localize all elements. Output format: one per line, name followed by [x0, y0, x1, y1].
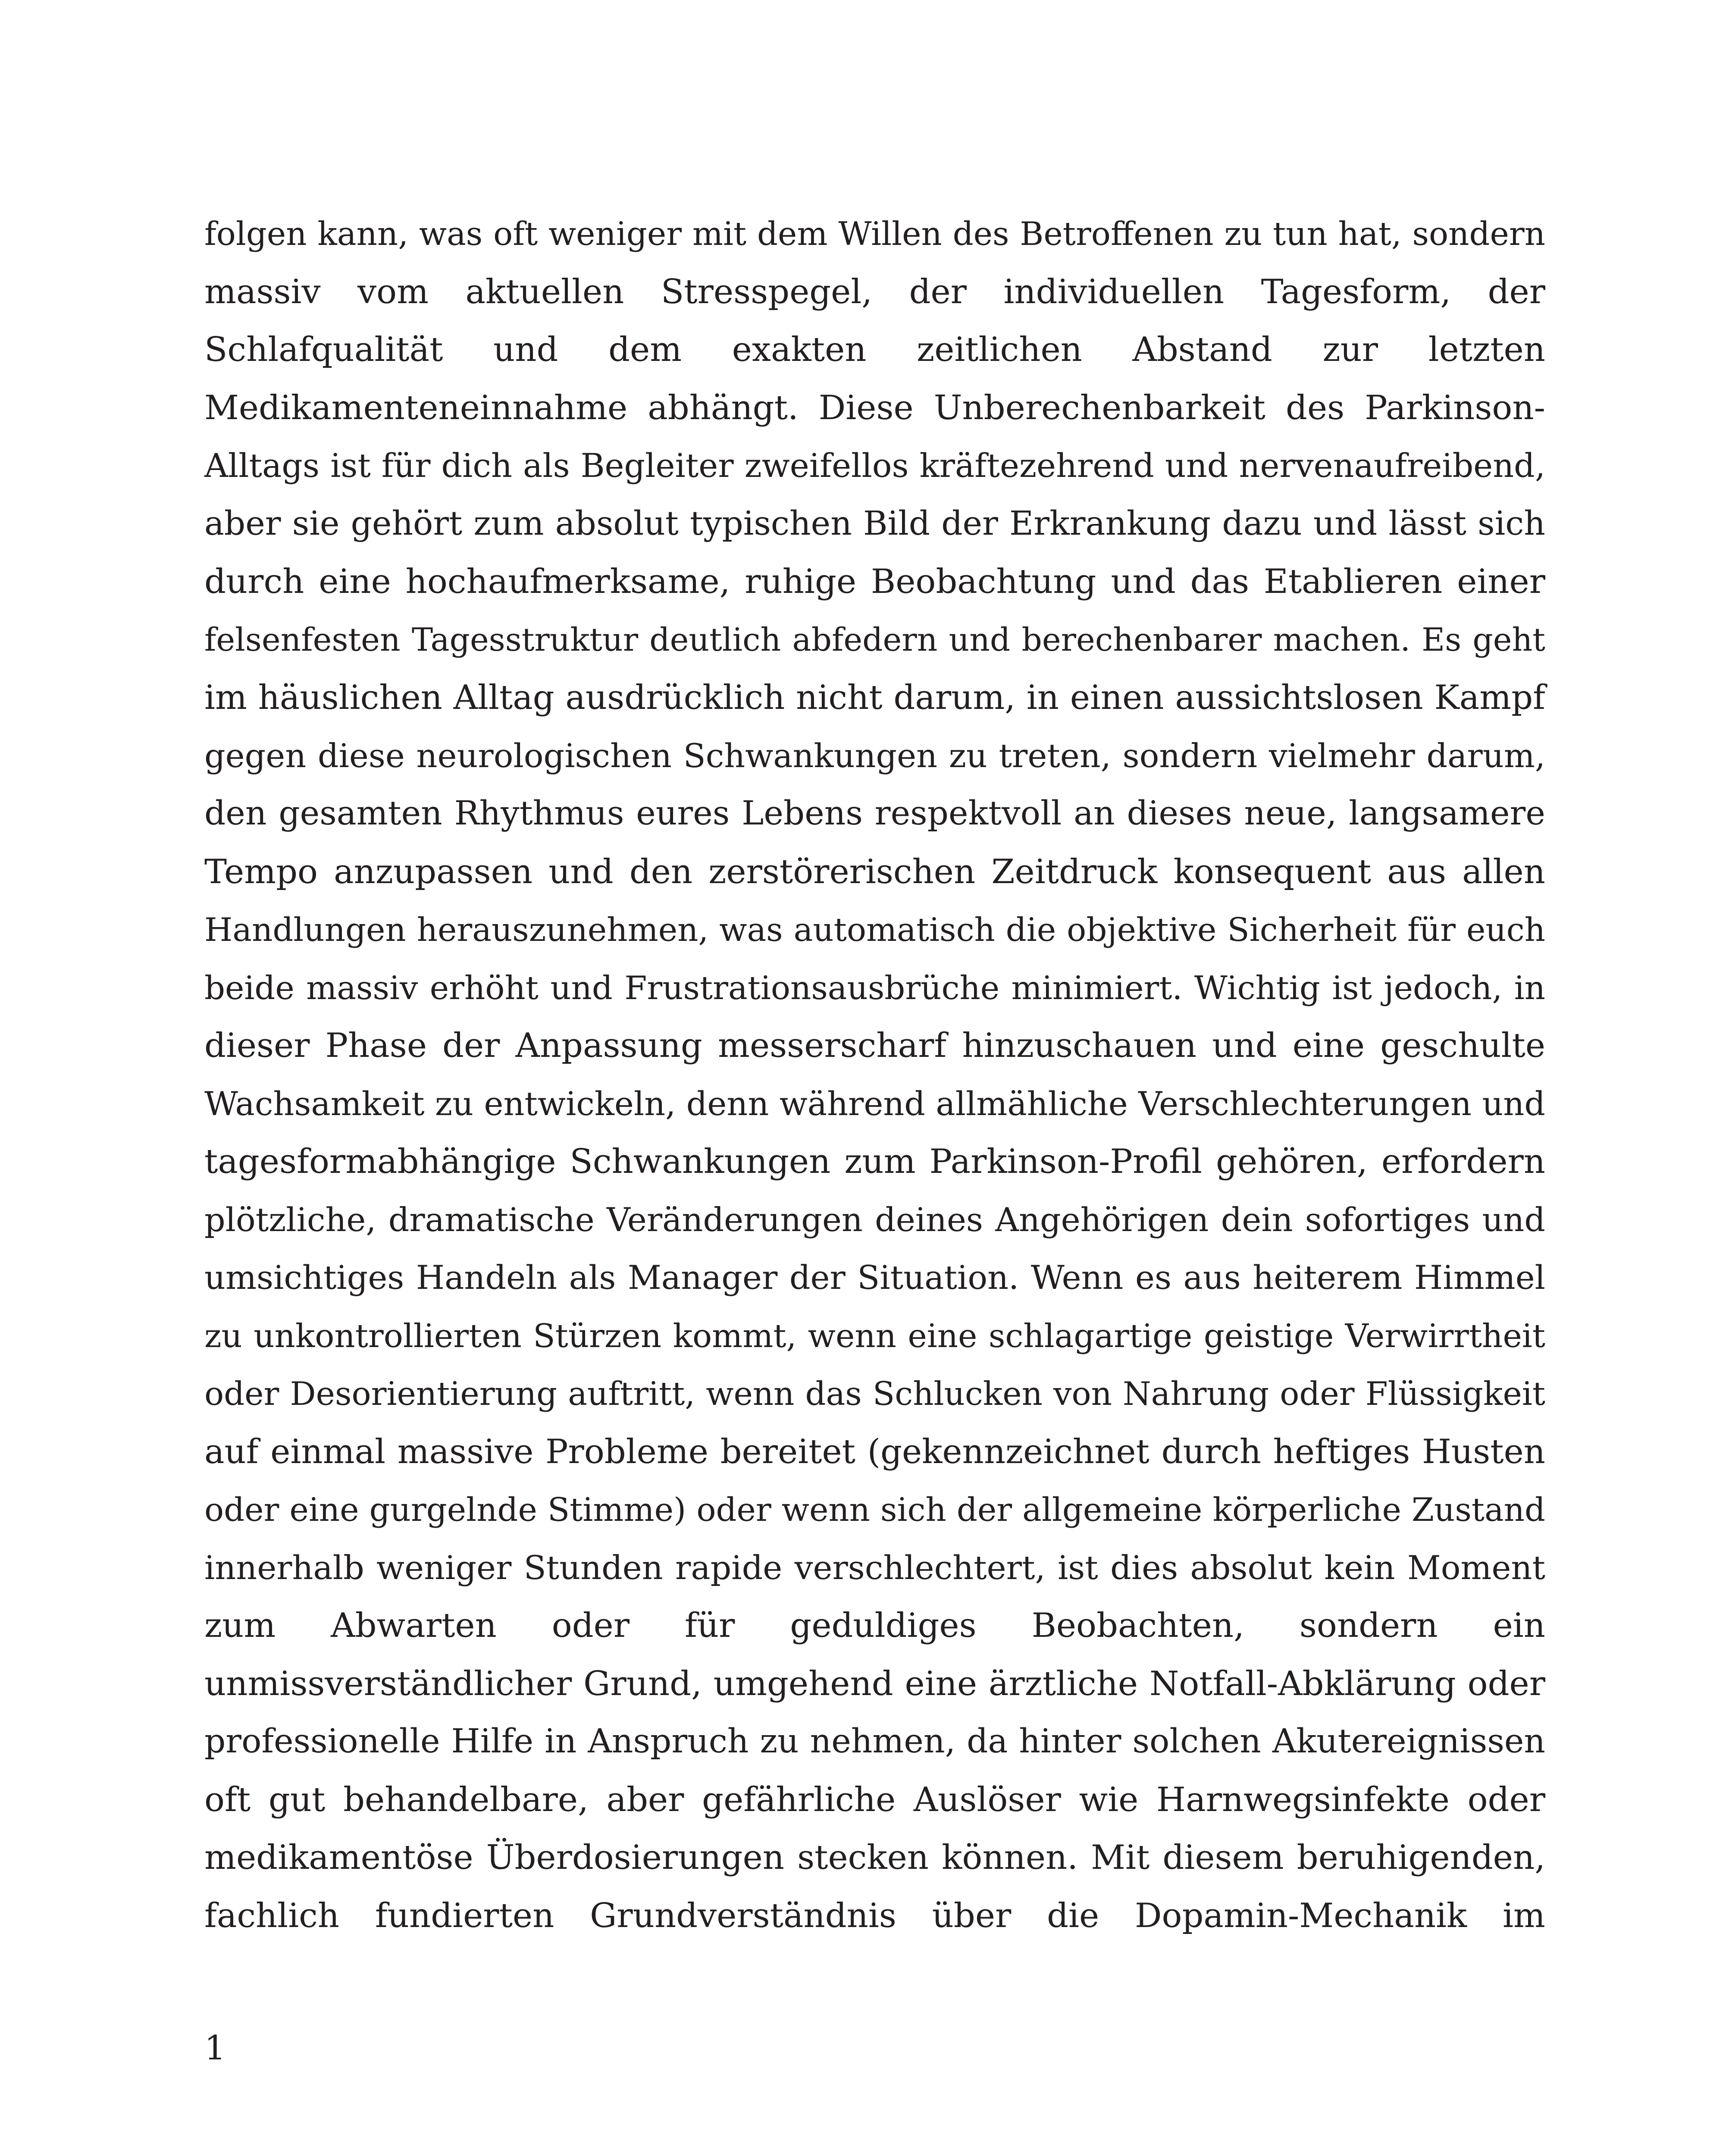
text-line: oft gut behandelbare, aber gefährliche Auslöser wie Harnwegsinfekte oder [204, 1780, 1545, 1819]
page-number: 1 [204, 2029, 226, 2068]
text-line: im häuslichen Alltag ausdrücklich nicht darum, in einen aussichtslosen Kampf [204, 678, 1545, 717]
text-line: durch eine hochaufmerksame, ruhige Beobachtung und das Etablieren einer [204, 562, 1545, 601]
text-line: zu unkontrollierten Stürzen kommt, wenn eine schlagartige geistige Verwirrtheit [204, 1316, 1545, 1355]
text-line: dieser Phase der Anpassung messerscharf hinzuschauen und eine geschulte [204, 1026, 1545, 1065]
text-line: folgen kann, was oft weniger mit dem Willen des Betroffenen zu tun hat, sondern [204, 215, 1545, 253]
text-line: massiv vom aktuellen Stresspegel, der individuellen Tagesform, der [204, 272, 1545, 311]
text-line: aber sie gehört zum absolut typischen Bild der Erkrankung dazu und lässt sich [204, 504, 1545, 543]
text-line: felsenfesten Tagesstruktur deutlich abfedern und berechenbarer machen. Es geht [204, 621, 1545, 658]
text-line: den gesamten Rhythmus eures Lebens respektvoll an dieses neue, langsamere [204, 794, 1545, 833]
text-line: zum Abwarten oder für geduldiges Beobachten, sondern ein [204, 1606, 1545, 1645]
text-line: plötzliche, dramatische Veränderungen deines Angehörigen dein sofortiges und [204, 1200, 1545, 1239]
text-line: innerhalb weniger Stunden rapide verschlechtert, ist dies absolut kein Moment [204, 1548, 1545, 1587]
text-line: medikamentöse Überdosierungen stecken können. Mit diesem beruhigenden, [204, 1838, 1545, 1877]
text-line: umsichtiges Handeln als Manager der Situation. Wenn es aus heiterem Himmel [204, 1258, 1545, 1297]
text-line: Tempo anzupassen und den zerstörerischen Zeitdruck konsequent aus allen [204, 852, 1545, 891]
body-paragraph [204, 205, 1545, 1945]
text-line: gegen diese neurologischen Schwankungen zu treten, sondern vielmehr darum, [204, 736, 1545, 775]
text-line: fachlich fundierten Grundverständnis über die Dopamin-Mechanik im [204, 1896, 1545, 1935]
text-line: Wachsamkeit zu entwickeln, denn während allmähliche Verschlechterungen und [204, 1084, 1545, 1123]
text-line: beide massiv erhöht und Frustrationsausbrüche minimiert. Wichtig ist jedoch, in [204, 968, 1545, 1007]
text-line: Schlafqualität und dem exakten zeitlichen Abstand zur letzten [204, 330, 1545, 369]
text-line: oder Desorientierung auftritt, wenn das Schlucken von Nahrung oder Flüssigkeit [204, 1375, 1545, 1413]
text-line: Handlungen herauszunehmen, was automatisch die objektive Sicherheit für euch [204, 911, 1545, 949]
text-line: professionelle Hilfe in Anspruch zu nehmen, da hinter solchen Akutereignissen [204, 1722, 1545, 1761]
text-line: auf einmal massive Probleme bereitet (gekennzeichnet durch heftiges Husten [204, 1432, 1545, 1471]
text-line: oder eine gurgelnde Stimme) oder wenn sich der allgemeine körperliche Zustand [204, 1491, 1545, 1529]
text-line: tagesformabhängige Schwankungen zum Parkinson-Profil gehören, erfordern [204, 1142, 1545, 1181]
text-line: Medikamenteneinnahme abhängt. Diese Unberechenbarkeit des Parkinson- [204, 388, 1545, 427]
text-line: unmissverständlicher Grund, umgehend eine ärztliche Notfall-Abklärung oder [204, 1664, 1545, 1703]
text-line: Alltags ist für dich als Begleiter zweifellos kräftezehrend und nervenaufreibend, [204, 446, 1545, 485]
